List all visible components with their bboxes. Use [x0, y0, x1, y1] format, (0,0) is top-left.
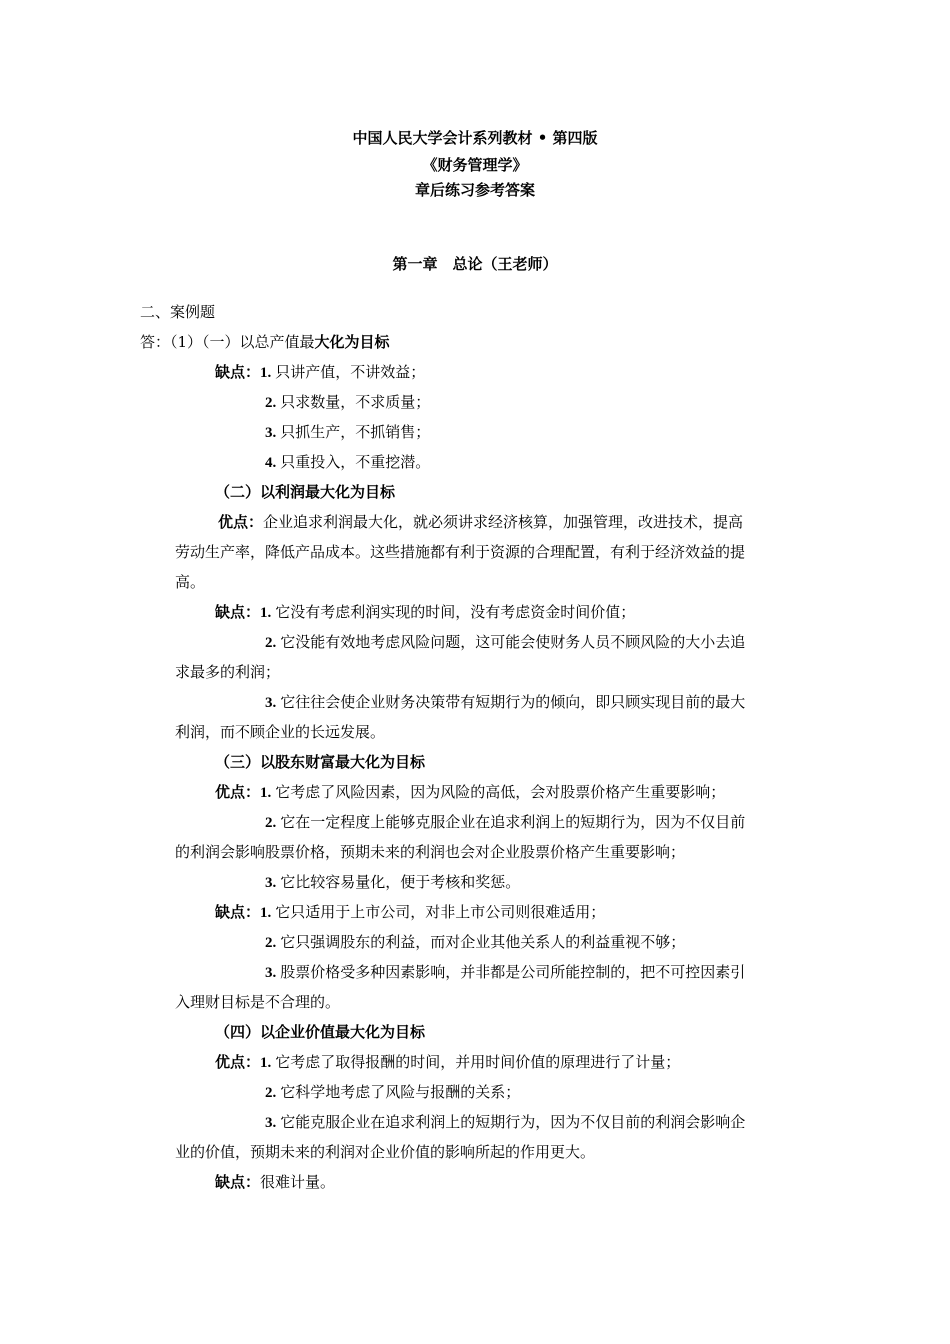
paragraph-line: 劳动生产率，降低产品成本。这些措施都有利于资源的合理配置，有利于经济效益的提 — [175, 543, 746, 561]
list-item — [215, 1052, 680, 1073]
list-item — [215, 362, 425, 383]
list-item-continuation: 业的价值，预期未来的利润对企业价值的影响所起的作用更大。 — [175, 1143, 596, 1161]
defect-label: 缺点： — [215, 363, 261, 381]
list-item-continuation: 利润，而不顾企业的长远发展。 — [175, 723, 386, 741]
item-text: 它比较容易量化，便于考核和奖惩。 — [280, 873, 521, 891]
item-text: 只抓生产，不抓销售； — [280, 423, 431, 441]
item-text: 它能克服企业在追求利润上的短期行为，因为不仅目前的利润会影响企 — [280, 1113, 746, 1131]
item-text: 它没有考虑利润实现的时间，没有考虑资金时间价值； — [275, 603, 636, 621]
item-text: 它只适用于上市公司，对非上市公司则很难适用； — [275, 903, 606, 921]
list-item — [265, 1112, 745, 1133]
list-item — [265, 422, 430, 443]
subsection-heading: （四）以企业价值最大化为目标 — [215, 1023, 426, 1041]
item-text: 只讲产值，不讲效益； — [275, 363, 426, 381]
subsection-heading: （三）以股东财富最大化为目标 — [215, 753, 426, 771]
item-text: 它考虑了取得报酬的时间，并用时间价值的原理进行了计量； — [275, 1053, 681, 1071]
list-item — [265, 932, 685, 953]
item-number: 3. — [265, 1115, 277, 1131]
section-heading: 二、案例题 — [140, 303, 216, 321]
item-number: 2. — [265, 1085, 277, 1101]
list-item-continuation: 求最多的利润； — [175, 663, 281, 681]
item-number: 1. — [260, 905, 272, 921]
item-number: 3. — [265, 695, 277, 711]
item-number: 1. — [260, 605, 272, 621]
doc-title-line3: 章后练习参考答案 — [414, 181, 535, 199]
item-text: 很难计量。 — [260, 1173, 336, 1191]
list-item — [215, 782, 725, 803]
list-item — [265, 632, 745, 653]
list-item — [265, 1082, 520, 1103]
list-item-continuation: 入理财目标是不合理的。 — [175, 993, 341, 1011]
item-number: 2. — [265, 395, 277, 411]
merit-label: 优点： — [215, 1053, 261, 1071]
paragraph-line: 高。 — [175, 573, 206, 591]
item-number: 3. — [265, 425, 277, 441]
answer-prefix-bold: 大化为目标 — [314, 333, 390, 351]
list-item — [215, 1172, 335, 1192]
list-item — [265, 692, 745, 713]
merit-label: 优点： — [218, 513, 264, 531]
item-number: 3. — [265, 965, 277, 981]
item-text: 它在一定程度上能够克服企业在追求利润上的短期行为，因为不仅目前 — [280, 813, 746, 831]
item-text: 只重投入，不重挖潜。 — [280, 453, 431, 471]
item-text: 它科学地考虑了风险与报酬的关系； — [280, 1083, 521, 1101]
paragraph-line — [218, 512, 743, 532]
list-item — [265, 962, 745, 983]
item-number: 3. — [265, 875, 277, 891]
paragraph-text: 企业追求利润最大化，就必须讲求经济核算，加强管理，改进技术，提高 — [263, 513, 744, 531]
item-text: 只求数量，不求质量； — [280, 393, 431, 411]
item-number: 4. — [265, 455, 277, 471]
item-text: 它只强调股东的利益，而对企业其他关系人的利益重视不够； — [280, 933, 686, 951]
list-item-continuation: 的利润会影响股票价格，预期未来的利润也会对企业股票价格产生重要影响； — [175, 843, 686, 861]
answer-line — [140, 332, 390, 352]
chapter-heading: 第一章 总论（王老师） — [392, 255, 558, 273]
item-text: 它考虑了风险因素，因为风险的高低，会对股票价格产生重要影响； — [275, 783, 726, 801]
list-item — [215, 902, 605, 923]
item-number: 1. — [260, 365, 272, 381]
doc-title-line2: 《财务管理学》 — [422, 156, 528, 174]
item-number: 1. — [260, 1055, 272, 1071]
defect-label: 缺点： — [215, 1173, 261, 1191]
doc-title-line1: 中国人民大学会计系列教材 • 第四版 — [352, 129, 598, 147]
defect-label: 缺点： — [215, 603, 261, 621]
item-number: 1. — [260, 785, 272, 801]
answer-prefix: 答：（1）（一）以总产值最 — [140, 333, 315, 351]
item-text: 股票价格受多种因素影响，并非都是公司所能控制的，把不可控因素引 — [280, 963, 746, 981]
item-text: 它往往会使企业财务决策带有短期行为的倾向，即只顾实现目前的最大 — [280, 693, 746, 711]
list-item — [265, 812, 745, 833]
list-item — [265, 872, 520, 893]
subsection-heading: （二）以利润最大化为目标 — [215, 483, 396, 501]
item-number: 2. — [265, 935, 277, 951]
item-number: 2. — [265, 815, 277, 831]
merit-label: 优点： — [215, 783, 261, 801]
list-item — [265, 392, 430, 413]
item-text: 它没能有效地考虑风险问题，这可能会使财务人员不顾风险的大小去追 — [280, 633, 746, 651]
list-item — [215, 602, 635, 623]
item-number: 2. — [265, 635, 277, 651]
list-item — [265, 452, 430, 473]
defect-label: 缺点： — [215, 903, 261, 921]
